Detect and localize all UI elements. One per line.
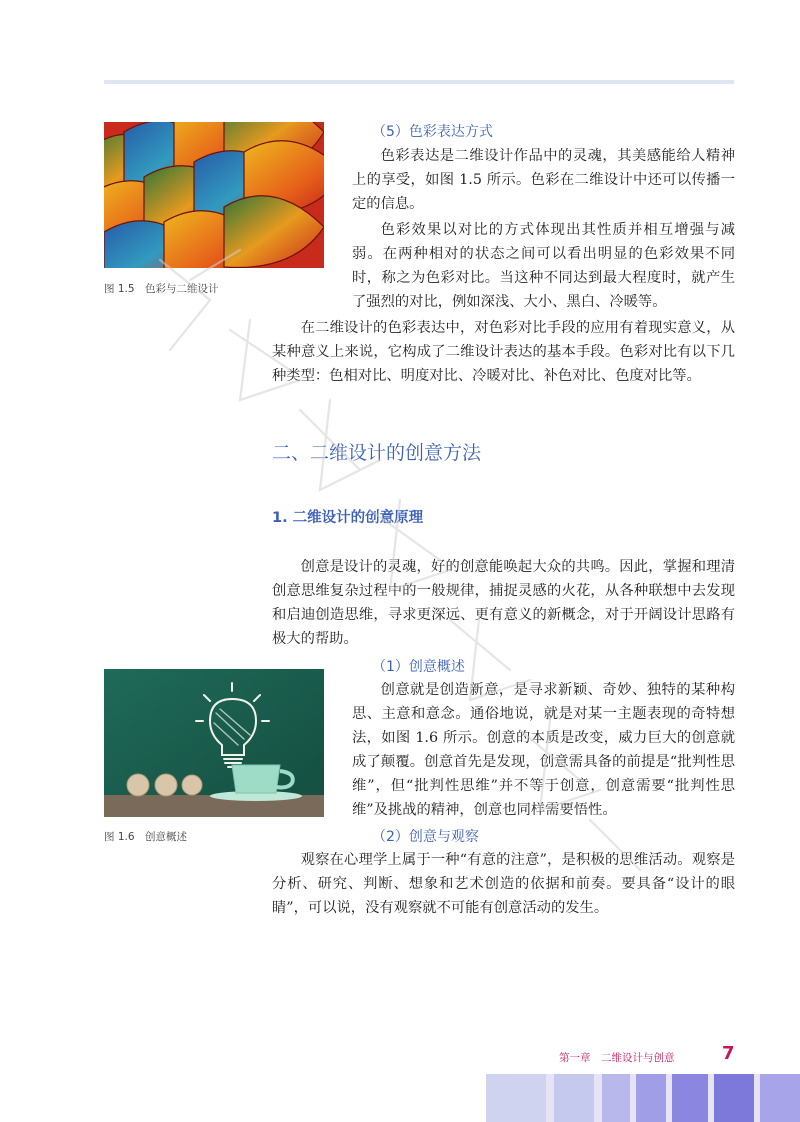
item-1-paragraph: 创意就是创造新意，是寻求新颖、奇妙、独特的某种构思、主意和意念。通俗地说，就是对某一主题表现的奇特想法，如图 1.6 所示。创意的本质是改变，威力巨大的创意就成了颠覆。创意首先是发现，创意需具备的前提是“批判性思维”，但“批判性思维”并不等于创意，创意需要“批判性思维”及挑战的精神，创意也同样需要悟性。 — [352, 682, 735, 818]
chalkboard-image — [104, 669, 324, 817]
section-5-heading: （5）色彩表达方式 — [372, 124, 493, 140]
figure-1-6-caption: 图 1.6 创意概述 — [104, 831, 188, 843]
subsection-1-paragraph: 创意是设计的灵魂，好的创意能唤起大众的共鸣。因此，掌握和理清创意思维复杂过程中的一般规律，捕捉灵感的火花，从各种联想中去发现和启迪创造思维，寻求更深远、更有意义的新概念，对于开阔设计思路有极大的帮助。 — [272, 559, 735, 647]
item-1-heading: （1）创意概述 — [372, 659, 465, 675]
figure-1-5-caption: 图 1.5 色彩与二维设计 — [104, 283, 219, 295]
section-5-paragraph-2: 色彩效果以对比的方式体现出其性质并相互增强与减弱。在两种相对的状态之间可以看出明显的色彩效果不同时，称之为色彩对比。当这种不同达到最大程度时，就产生了强烈的对比，例如深浅、大小、黑白、冷暖等。 — [352, 222, 735, 310]
item-2-heading: （2）创意与观察 — [372, 829, 479, 845]
footer-color-bar — [486, 1074, 800, 1122]
item-2-paragraph: 观察在心理学上属于一种“有意的注意”，是积极的思维活动。观察是分析、研究、判断、想象和艺术创造的依据和前奏。要具备“设计的眼睛”，可以说，没有观察就不可能有创意活动的发生。 — [272, 852, 735, 916]
section-heading: 二、二维设计的创意方法 — [272, 442, 482, 464]
feathers-image — [104, 122, 324, 268]
page-number: 7 — [722, 1043, 735, 1064]
subsection-1-heading: 1. 二维设计的创意原理 — [272, 510, 424, 526]
section-5-paragraph-1: 色彩表达是二维设计作品中的灵魂，其美感能给人精神上的享受，如图 1.5 所示。色彩在二维设计中还可以传播一定的信息。 — [352, 148, 735, 212]
footer-chapter-label: 第一章 二维设计与创意 — [559, 1052, 675, 1064]
header-rule — [104, 80, 734, 84]
section-5-paragraph-3: 在二维设计的色彩表达中，对色彩对比手段的应用有着现实意义，从某种意义上来说，它构成了二维设计表达的基本手段。色彩对比有以下几种类型：色相对比、明度对比、冷暖对比、补色对比、色度对比等。 — [272, 320, 735, 384]
